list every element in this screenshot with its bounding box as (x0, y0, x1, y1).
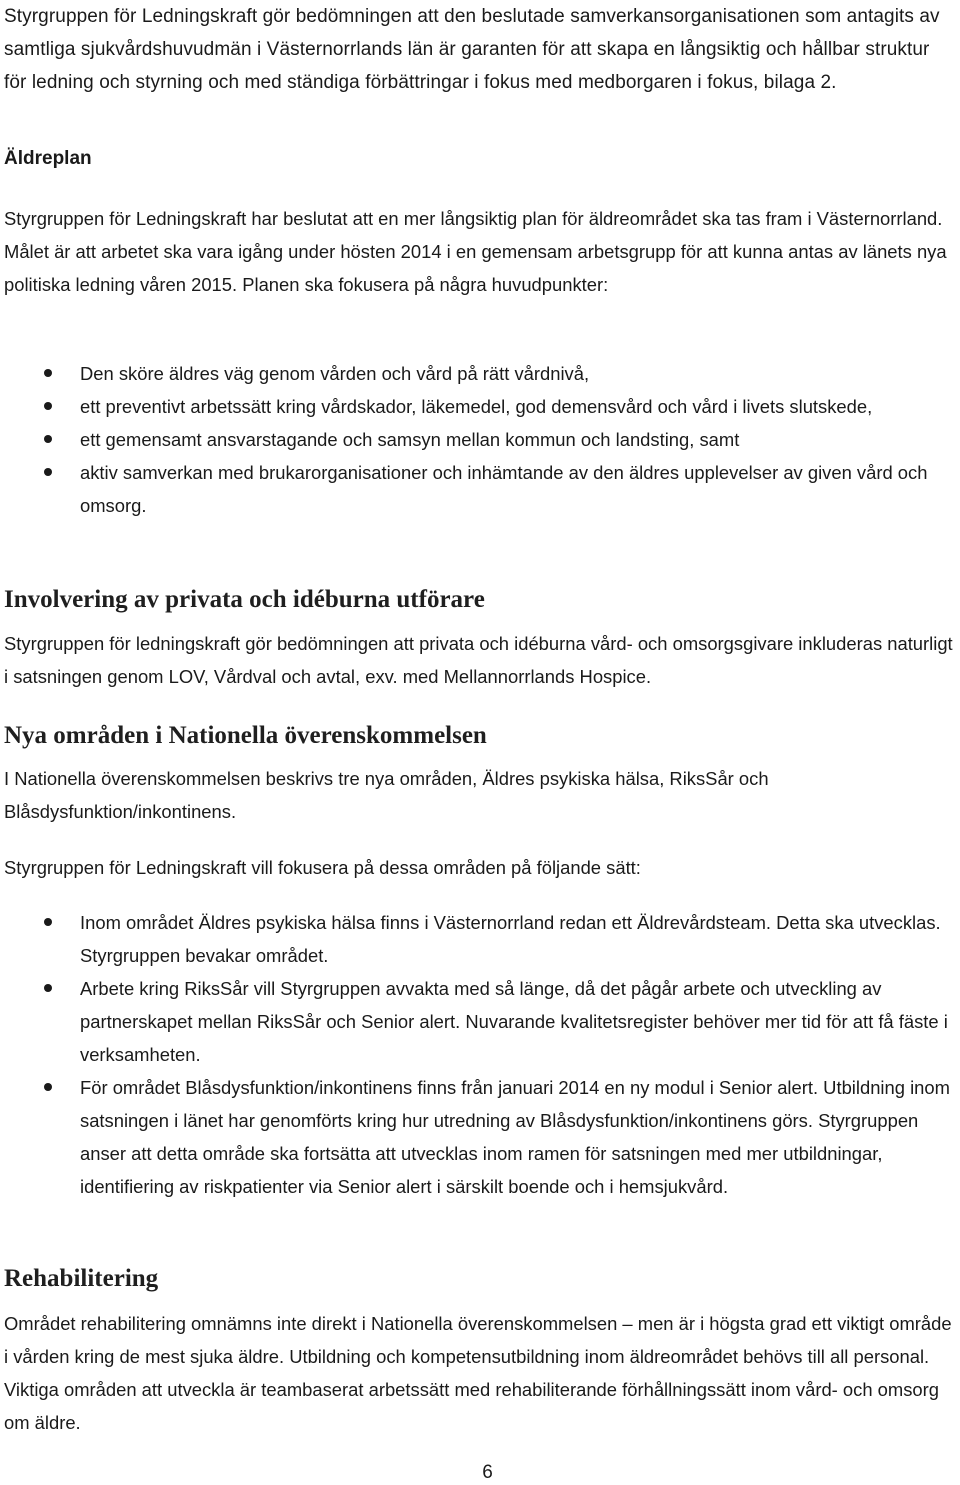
nya-omraden-heading: Nya områden i Nationella överenskommelsen (4, 722, 487, 749)
list-item (0, 972, 960, 1071)
nya-omraden-paragraph-1: I Nationella överenskommelsen beskrivs tre nya områden, Äldres psykiska hälsa, RiksSår och Blåsdysfunktion/inkontinens. (4, 768, 769, 822)
nya-omraden-intro (4, 851, 960, 884)
list-item (0, 1071, 960, 1203)
bullet-icon (44, 918, 52, 926)
list-item-text: För området Blåsdysfunktion/inkontinens finns från januari 2014 en ny modul i Senior alert. Utbildning inom satsningen i länet har genomförts kring hur utredning av Blåsdysfunktion/inkontinens görs. Styrgruppen anser att detta område ska fortsätta att utvecklas inom ramen för satsningen med mer utbildningar, identifiering av riskpatienter via Senior alert i särskilt boende och i hemsjukvård. (80, 1077, 950, 1197)
nya-omraden-bullet-list (0, 906, 960, 1203)
bullet-icon (44, 468, 52, 476)
bullet-icon (44, 1083, 52, 1091)
involvering-heading: Involvering av privata och idéburna utförare (4, 586, 485, 613)
rehabilitering-section (4, 1307, 960, 1439)
aldreplan-paragraph: Styrgruppen för Ledningskraft har beslutat att en mer långsiktig plan för äldreområdet ska tas fram i Västernorrland. Målet är att arbetet ska vara igång under hösten 2014 i en gemensam arbetsgrupp för att kunna antas av länets nya politiska ledning våren 2015. Planen ska fokusera på några huvudpunkter: (4, 208, 947, 295)
list-item (0, 357, 960, 390)
rehabilitering-paragraph: Området rehabilitering omnämns inte direkt i Nationella överenskommelsen – men är i högsta grad ett viktigt område i vården kring de mest sjuka äldre. Utbildning och kompetensutbildning inom äldreområdet behövs till all personal. Viktiga områden att utveckla är teambaserat arbetssätt med rehabiliterande förhållningssätt inom vård- och omsorg om äldre. (4, 1313, 952, 1433)
bullet-icon (44, 402, 52, 410)
bullet-icon (44, 984, 52, 992)
aldreplan-title: Äldreplan (4, 148, 92, 169)
list-item-text: Arbete kring RiksSår vill Styrgruppen avvakta med så länge, då det pågår arbete och utveckling av partnerskapet mellan RiksSår och Senior alert. Nuvarande kvalitetsregister behöver mer tid för att få fäste i verksamheten. (80, 978, 948, 1065)
list-item (0, 423, 960, 456)
list-item-text: ett gemensamt ansvarstagande och samsyn mellan kommun och landsting, samt (80, 429, 740, 450)
list-item-text: ett preventivt arbetssätt kring vårdskador, läkemedel, god demensvård och vård i livets slutskede, (80, 396, 873, 417)
nya-omraden-section (4, 762, 960, 828)
aldreplan-bullet-list (0, 357, 960, 522)
bullet-icon (44, 435, 52, 443)
list-item-text: Den sköre äldres väg genom vården och vård på rätt vårdnivå, (80, 363, 590, 384)
bullet-icon (44, 369, 52, 377)
rehabilitering-heading: Rehabilitering (4, 1265, 159, 1292)
nya-omraden-paragraph-2: Styrgruppen för Ledningskraft vill fokusera på dessa områden på följande sätt: (4, 857, 641, 878)
list-item (0, 390, 960, 423)
intro-paragraph: Styrgruppen för Ledningskraft gör bedömningen att den beslutade samverkansorganisationen som antagits av samtliga sjukvårdshuvudmän i Västernorrlands län är garanten för att skapa en långsiktig och hållbar struktur för ledning och styrning och med ständiga förbättringar i fokus med medborgaren i fokus, bilaga 2. (4, 6, 940, 93)
page-number: 6 (482, 1462, 493, 1483)
list-item (0, 456, 960, 522)
involvering-paragraph: Styrgruppen för ledningskraft gör bedömningen att privata och idéburna vård- och omsorgsgivare inkluderas naturligt i satsningen genom LOV, Vårdval och avtal, exv. med Mellannorrlands Hospice. (4, 633, 953, 687)
list-item-text: Inom området Äldres psykiska hälsa finns i Västernorrland redan ett Äldrevårdsteam. Detta ska utvecklas. Styrgruppen bevakar området. (80, 912, 941, 966)
aldreplan-section (4, 202, 960, 301)
list-item (0, 906, 960, 972)
list-item-text: aktiv samverkan med brukarorganisationer och inhämtande av den äldres upplevelser av given vård och omsorg. (80, 462, 928, 516)
involvering-section (4, 627, 960, 693)
